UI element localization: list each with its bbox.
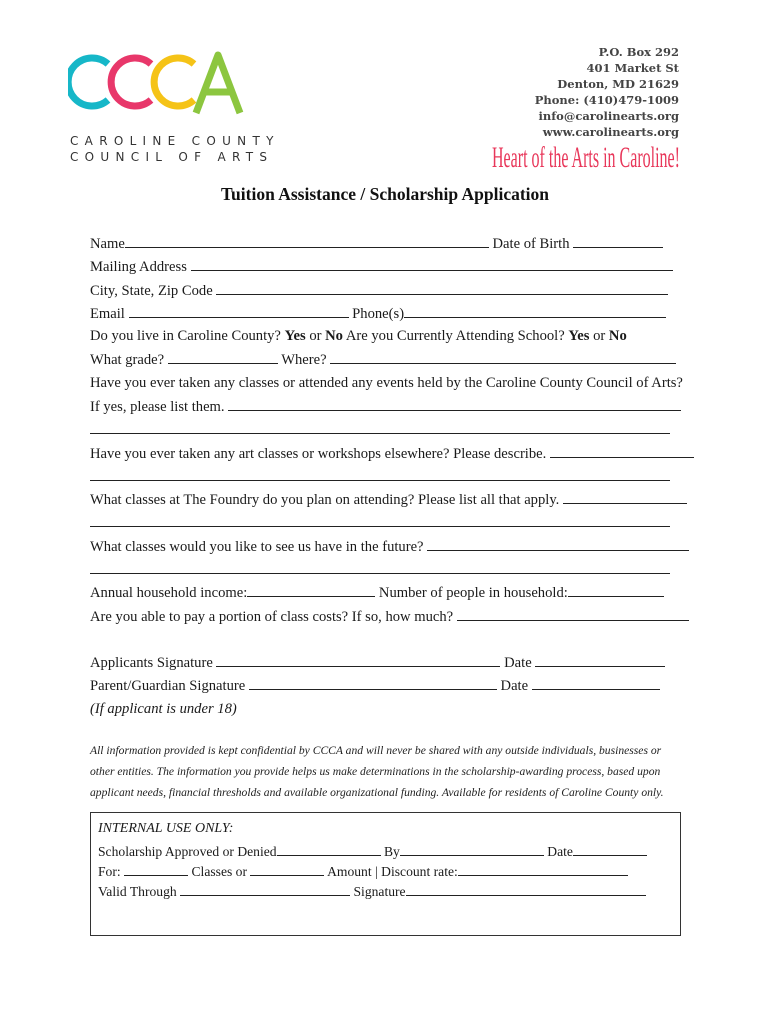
row-foundry-continued xyxy=(90,514,670,532)
future-field-line2[interactable] xyxy=(90,561,670,574)
approval-field[interactable] xyxy=(277,843,381,856)
applicant-date-label: Date xyxy=(504,655,532,671)
dob-label: Date of Birth xyxy=(492,236,570,252)
school-no-option[interactable]: No xyxy=(608,328,627,344)
row-income xyxy=(90,584,664,602)
approval-label: Scholarship Approved or Denied xyxy=(98,844,277,859)
for-field[interactable] xyxy=(124,863,188,876)
income-field[interactable] xyxy=(247,584,375,597)
where-label: Where? xyxy=(281,352,327,368)
classes-field[interactable] xyxy=(250,863,324,876)
by-label: By xyxy=(383,844,400,859)
foundry-label: What classes at The Foundry do you plan on attending? Please list all that apply. xyxy=(90,492,560,508)
phone-label: Phone(s) xyxy=(352,306,405,322)
row-foundry xyxy=(90,491,687,509)
row-pay xyxy=(90,608,689,626)
row-ccca-classes-question: Have you ever taken any classes or attended any events held by the Caroline County Council of Arts? xyxy=(90,375,683,391)
address-po-box: P.O. Box 292 xyxy=(598,45,679,59)
row-list xyxy=(90,398,681,416)
address-street: 401 Market St xyxy=(586,61,679,75)
internal-use-title: INTERNAL USE ONLY: xyxy=(98,821,234,836)
logo-a-green xyxy=(196,55,240,113)
email-label: Email xyxy=(90,306,125,322)
grade-field[interactable] xyxy=(168,351,278,364)
classes-or-label: Classes or xyxy=(191,864,247,879)
school-yes-option[interactable]: Yes xyxy=(568,328,590,344)
list-field-line2[interactable] xyxy=(90,421,670,434)
confidentiality-disclaimer: All information provided is kept confidential by CCCA and will never be shared with any outside individuals, businesses or other entities. The information you provide helps us make determinations in the scholarship-awarding process, based upon applicant needs, financial thresholds and available organizational funding. Available for residents of Caroline County only. xyxy=(90,744,664,799)
discount-field[interactable] xyxy=(458,863,628,876)
row-applicant-signature xyxy=(90,654,665,672)
row-elsewhere-continued xyxy=(90,468,670,486)
address-email: info@carolinearts.org xyxy=(538,109,679,123)
mailing-label: Mailing Address xyxy=(90,259,187,275)
mailing-field[interactable] xyxy=(191,258,673,271)
name-field[interactable] xyxy=(125,235,489,248)
parent-signature-field[interactable] xyxy=(249,677,497,690)
email-field[interactable] xyxy=(129,305,349,318)
row-parent-signature xyxy=(90,677,660,695)
row-name xyxy=(90,235,663,253)
row-grade xyxy=(90,351,676,369)
internal-row-approval xyxy=(98,843,647,860)
phone-field[interactable] xyxy=(404,305,666,318)
where-field[interactable] xyxy=(330,351,676,364)
county-question: Do you live in Caroline County? xyxy=(90,328,281,344)
valid-through-field[interactable] xyxy=(180,883,350,896)
list-field[interactable] xyxy=(228,398,681,411)
contact-address xyxy=(535,44,679,140)
pay-label: Are you able to pay a portion of class costs? If so, how much? xyxy=(90,609,454,625)
elsewhere-field[interactable] xyxy=(550,445,694,458)
county-no-option[interactable]: No xyxy=(325,328,343,344)
parent-signature-label: Parent/Guardian Signature xyxy=(90,678,246,694)
for-label: For: xyxy=(98,864,121,879)
dob-field[interactable] xyxy=(573,235,663,248)
row-county-school xyxy=(90,328,627,345)
discount-label: Discount rate: xyxy=(381,864,458,879)
school-question: Are you Currently Attending School? xyxy=(345,328,565,344)
row-elsewhere xyxy=(90,445,694,463)
parent-date-label: Date xyxy=(500,678,529,694)
form-title: Tuition Assistance / Scholarship Application xyxy=(220,184,550,204)
applicant-signature-label: Applicants Signature xyxy=(90,655,213,671)
pay-field[interactable] xyxy=(457,608,689,621)
internal-signature-label: Signature xyxy=(353,884,406,899)
internal-signature-field[interactable] xyxy=(406,883,646,896)
name-label: Name xyxy=(90,236,125,252)
under-18-note: (If applicant is under 18) xyxy=(90,701,237,717)
logo-c-teal xyxy=(68,58,108,106)
logo-text-line2: COUNCIL OF ARTS xyxy=(70,150,274,164)
future-field[interactable] xyxy=(427,538,689,551)
by-field[interactable] xyxy=(400,843,544,856)
address-city: Denton, MD 21629 xyxy=(557,77,679,91)
row-city xyxy=(90,282,668,300)
foundry-field-line2[interactable] xyxy=(90,514,670,527)
city-label: City, State, Zip Code xyxy=(90,283,213,299)
logo-c-yellow xyxy=(154,58,194,106)
tagline-heart-of-the-arts xyxy=(492,138,682,174)
future-label: What classes would you like to see us have in the future? xyxy=(90,539,424,555)
or-text: or xyxy=(593,328,606,344)
address-phone: Phone: (410)479-1009 xyxy=(534,93,679,107)
foundry-field[interactable] xyxy=(563,491,687,504)
logo-c-pink xyxy=(111,58,151,106)
row-future xyxy=(90,538,689,556)
income-label: Annual household income: xyxy=(90,585,248,601)
applicant-signature-field[interactable] xyxy=(216,654,500,667)
list-label: If yes, please list them. xyxy=(90,399,225,415)
county-yes-option[interactable]: Yes xyxy=(284,328,306,344)
row-list-continued xyxy=(90,421,670,439)
internal-date-field[interactable] xyxy=(573,843,647,856)
internal-date-label: Date xyxy=(547,844,573,859)
address-website: www.carolinearts.org xyxy=(542,125,679,139)
row-mailing xyxy=(90,258,673,276)
logo-text-line1: CAROLINE COUNTY xyxy=(70,134,280,148)
city-field[interactable] xyxy=(216,282,668,295)
grade-label: What grade? xyxy=(90,352,165,368)
amount-label: Amount xyxy=(327,864,372,879)
or-text: or xyxy=(309,328,322,344)
internal-row-for xyxy=(98,863,628,880)
parent-date-field[interactable] xyxy=(532,677,660,690)
elsewhere-label: Have you ever taken any art classes or workshops elsewhere? Please describe. xyxy=(90,446,547,462)
tagline-text: Heart of the Arts in Caroline! xyxy=(492,141,680,174)
row-future-continued xyxy=(90,561,670,579)
elsewhere-field-line2[interactable] xyxy=(90,468,670,481)
valid-through-label: Valid Through xyxy=(98,884,177,899)
applicant-date-field[interactable] xyxy=(535,654,665,667)
internal-row-valid xyxy=(98,883,646,900)
separator: | xyxy=(375,864,378,879)
row-email xyxy=(90,305,666,323)
people-label: Number of people in household: xyxy=(378,585,568,601)
people-field[interactable] xyxy=(568,584,664,597)
